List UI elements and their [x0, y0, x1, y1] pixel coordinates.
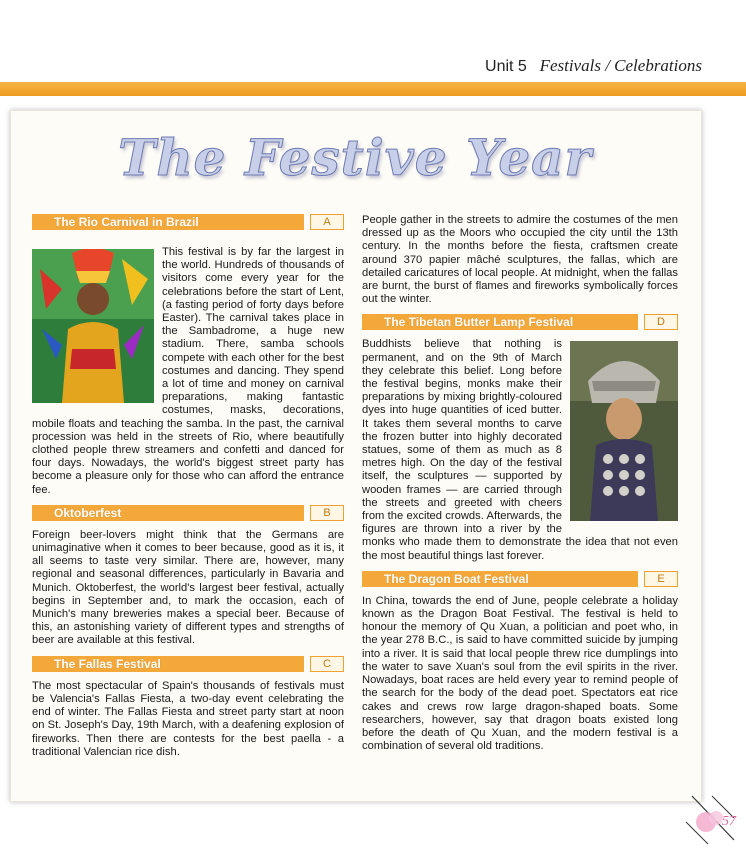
section-d-header: [362, 314, 678, 330]
section-e-text: In China, towards the end of June, people celebrate a holiday known as the Dragon Boat Festival. The festival is held to honour the memory of Qu Xuan, a politician and poet who, in the year 278 B.C., is said to have committed suicide by jumping into a river. It is said that local people threw rice dumplings into the water to save Xuan's soul from the evil spirits in the river. Nowadays, boat races are held every year to remind people of the search for the body of the dead poet. Spectators eat rice cakes and crews row large dragon-shaped boats. Some researchers, however, say that dragon boats existed long before the death of Qu Xuan, and the modern festival is a combination of several old traditions.: [362, 594, 678, 753]
section-c-text-continued: People gather in the streets to admire the costumes of the men dressed up as the Moors who occupied the city until the 13th century. In the months before the fiesta, craftsmen create around 370 papier mâché sculptures, the fallas, which are detailed caricatures of local people. At midnight, when the fallas are burnt, the burst of flames and fireworks symbolically forces out the winter.: [362, 214, 678, 306]
section-b-letter: B: [310, 505, 344, 521]
section-d-letter: D: [644, 314, 678, 330]
carnival-photo: [32, 249, 154, 403]
unit-topic: Festivals / Celebrations: [539, 56, 702, 75]
tibetan-photo: [570, 341, 678, 525]
section-c-heading: The Fallas Festival: [32, 656, 304, 672]
page-title: The Festive Year: [118, 128, 592, 187]
page-number: 57: [722, 814, 736, 829]
section-b-header: [32, 505, 344, 521]
section-b-heading: Oktoberfest: [32, 505, 304, 521]
unit-label: Unit 5: [485, 58, 527, 75]
section-a-text: This festival is by far the largest in the world. Hundreds of thousands of visitors come every year for the celebrations before the start of Lent, (a fasting period of forty days before Easter). The carnival takes place in the Sambadrome, a huge new stadium. There, samba schools compete with each other for the best costumes and dancing. They spend a lot of time and money on carnival preparations, making fantastic costumes, masks, decorations, mobile floats and teaching the samba. In the past, the carnival procession was held in the streets of Rio, where beautifully clothed people threw streamers and confetti and danced for four days. Nowadays, the world's biggest street party has become a pleasure only for those who can afford the entrance fee.: [32, 246, 344, 496]
left-column: [32, 214, 344, 759]
header-band: [0, 82, 746, 96]
section-e-heading: The Dragon Boat Festival: [362, 571, 638, 587]
section-c-header: [32, 656, 344, 672]
right-column: [362, 214, 678, 753]
section-a-letter: A: [310, 214, 344, 230]
section-e-letter: E: [644, 571, 678, 587]
section-b-text: Foreign beer-lovers might think that the Germans are unimaginative when it comes to beer because, good as it is, it all seems to taste very similar. There are, however, many regional and seasonal differences, particularly in Bavaria and Munich. Oktoberfest, the world's largest beer festival, actually begins in September and, to mark the occasion, each of Munich's many breweries makes a special beer. Because of this, an astonishing variety of different types and strengths of beer are available at this festival.: [32, 528, 344, 647]
section-c-text: The most spectacular of Spain's thousands of festivals must be Valencia's Fallas Fiesta, a two-day event celebrating the end of winter. The Fallas Fiesta and street party start at noon on St. Joseph's Day, 19th March, with a deafening explosion of fireworks. Then there are contests for the best paella - a traditional Valencian rice dish.: [32, 679, 344, 758]
section-d-heading: The Tibetan Butter Lamp Festival: [362, 314, 638, 330]
section-c-letter: C: [310, 656, 344, 672]
section-e-header: [362, 571, 678, 587]
section-a-heading: The Rio Carnival in Brazil: [32, 214, 304, 230]
section-d-text: Buddhists believe that nothing is permanent, and on the 9th of March they celebrate this belief. Long before the festival begins, monks make their preparations by mixing brightly-coloured dyes into huge quantities of iced butter. It takes them several months to carve the frozen butter into highly decorated statues, some of them as much as 8 metres high. On the day of the festival itself, the sculptures — supported by wooden frames — are carried through the streets and greeted with cheers from the excited crowds. Afterwards, the figures are thrown into a river by the monks who made them to demonstrate the idea that not even the most beautiful things last forever.: [362, 338, 678, 562]
section-a-header: [32, 214, 344, 230]
unit-header: [485, 56, 702, 76]
